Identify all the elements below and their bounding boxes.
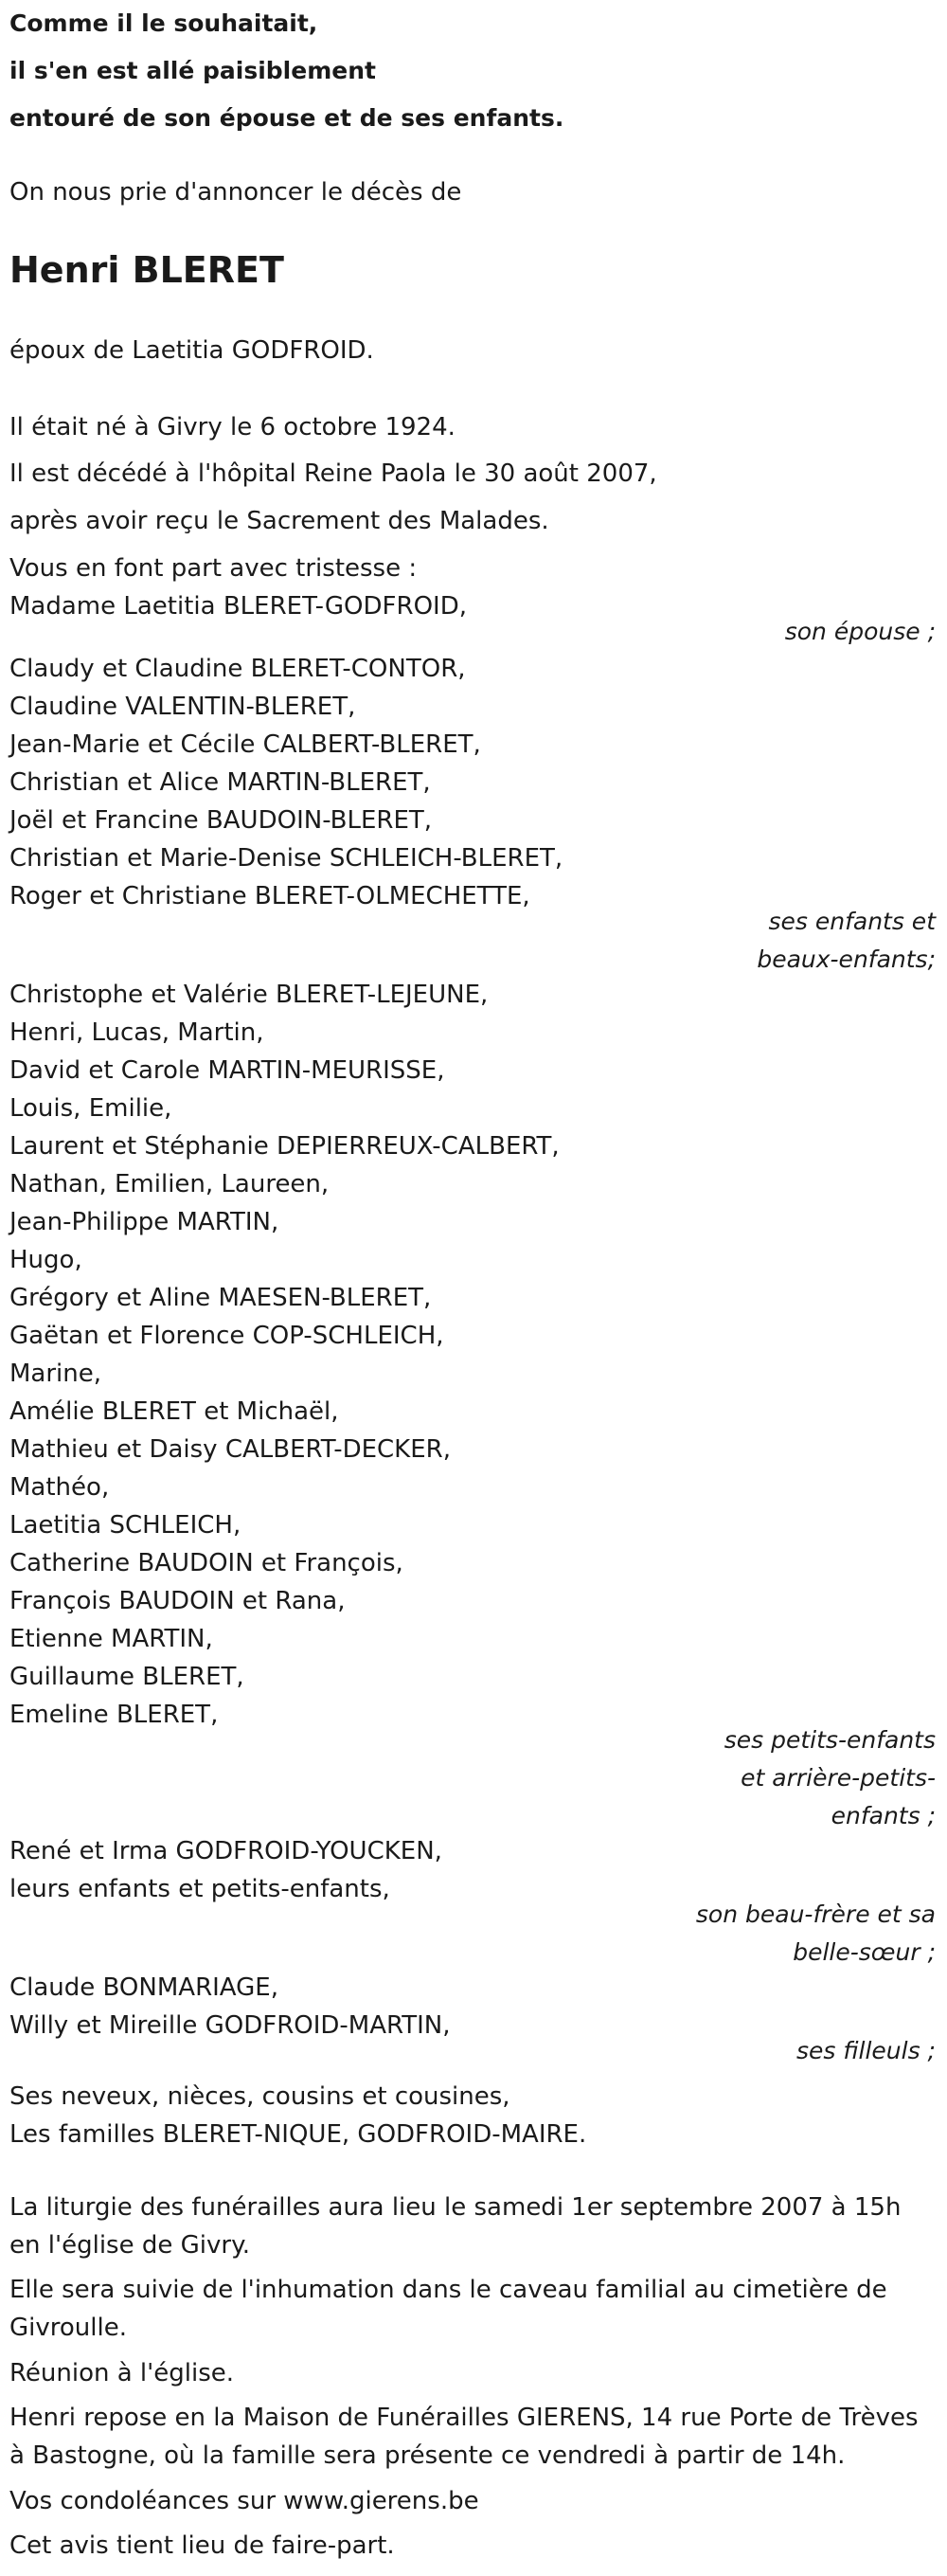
grandchild-line: Gaëtan et Florence COP-SCHLEICH, (9, 1322, 444, 1350)
grandchild-line: Hugo, (9, 1246, 82, 1274)
funeral-line: à Bastogne, où la famille sera présente ce vendredi à partir de 14h. (9, 2441, 846, 2470)
godchildren-relation: ses filleuls ; (796, 2037, 936, 2064)
wife-relation: son épouse ; (784, 618, 936, 645)
intro-line-2: il s'en est allé paisiblement (9, 57, 376, 84)
child-line: Christian et Alice MARTIN-BLERET, (9, 768, 431, 797)
grandchild-line: Mathéo, (9, 1473, 110, 1502)
grandchild-line: Jean-Philippe MARTIN, (9, 1208, 279, 1236)
child-line: Roger et Christiane BLERET-OLMECHETTE, (9, 882, 530, 910)
funeral-line: Givroulle. (9, 2314, 127, 2342)
child-line: Joël et Francine BAUDOIN-BLERET, (9, 806, 433, 835)
child-line: Claudine VALENTIN-BLERET, (9, 693, 356, 721)
grandchildren-relation-3: enfants ; (831, 1802, 936, 1829)
grandchild-line: Grégory et Aline MAESEN-BLERET, (9, 1284, 432, 1312)
relatives-line: Les familles BLERET-NIQUE, GODFROID-MAIRE. (9, 2120, 587, 2149)
children-relation-2: beaux-enfants; (757, 946, 936, 973)
child-line: Jean-Marie et Cécile CALBERT-BLERET, (9, 730, 481, 759)
grandchild-line: David et Carole MARTIN-MEURISSE, (9, 1056, 445, 1085)
child-line: Claudy et Claudine BLERET-CONTOR, (9, 655, 466, 683)
grandchild-line: Laetitia SCHLEICH, (9, 1511, 241, 1540)
grandchildren-relation-2: et arrière-petits- (741, 1764, 936, 1792)
announce-text: On nous prie d'annoncer le décès de (9, 178, 462, 207)
children-relation-1: ses enfants et (768, 908, 936, 935)
grandchild-line: Louis, Emilie, (9, 1094, 172, 1123)
birth-line: Il était né à Givry le 6 octobre 1924. (9, 413, 456, 441)
funeral-line: Réunion à l'église. (9, 2359, 235, 2387)
funeral-line: La liturgie des funérailles aura lieu le samedi 1er septembre 2007 à 15h (9, 2193, 902, 2222)
grandchild-line: Henri, Lucas, Martin, (9, 1018, 264, 1047)
funeral-line: Elle sera suivie de l'inhumation dans le caveau familial au cimetière de (9, 2276, 887, 2304)
funeral-line: en l'église de Givry. (9, 2231, 251, 2260)
grandchild-line: Mathieu et Daisy CALBERT-DECKER, (9, 1435, 451, 1464)
deceased-name: Henri BLERET (9, 249, 284, 291)
grandchild-line: Emeline BLERET, (9, 1701, 219, 1729)
grandchild-line: Nathan, Emilien, Laureen, (9, 1170, 330, 1198)
inlaw-line: René et Irma GODFROID-YOUCKEN, (9, 1837, 442, 1865)
relatives-line: Ses neveux, nièces, cousins et cousines, (9, 2082, 510, 2111)
grandchild-line: Christophe et Valérie BLERET-LEJEUNE, (9, 981, 489, 1009)
grandchild-line: Marine, (9, 1360, 102, 1388)
grandchild-line: Catherine BAUDOIN et François, (9, 1549, 403, 1577)
inlaws-relation-1: son beau-frère et sa (695, 1900, 936, 1928)
share-line: Vous en font part avec tristesse : (9, 554, 418, 583)
spouse-line: époux de Laetitia GODFROID. (9, 336, 374, 365)
closing-line: Cet avis tient lieu de faire-part. (9, 2531, 395, 2560)
condolences-line: Vos condoléances sur www.gierens.be (9, 2487, 479, 2515)
grandchild-line: Laurent et Stéphanie DEPIERREUX-CALBERT, (9, 1132, 560, 1161)
godchild-line: Willy et Mireille GODFROID-MARTIN, (9, 2011, 451, 2040)
grandchild-line: Guillaume BLERET, (9, 1663, 244, 1691)
death-line: Il est décédé à l'hôpital Reine Paola le 30 août 2007, (9, 459, 657, 488)
grandchild-line: François BAUDOIN et Rana, (9, 1587, 346, 1615)
intro-line-3: entouré de son épouse et de ses enfants. (9, 104, 564, 132)
child-line: Christian et Marie-Denise SCHLEICH-BLERET, (9, 844, 563, 873)
intro-line-1: Comme il le souhaitait, (9, 9, 318, 37)
godchild-line: Claude BONMARIAGE, (9, 1973, 278, 2002)
grandchild-line: Etienne MARTIN, (9, 1625, 213, 1653)
sacrament-line: après avoir reçu le Sacrement des Malades. (9, 507, 549, 535)
funeral-line: Henri repose en la Maison de Funérailles GIERENS, 14 rue Porte de Trèves (9, 2404, 919, 2432)
wife-name: Madame Laetitia BLERET-GODFROID, (9, 592, 467, 621)
inlaws-relation-2: belle-sœur ; (793, 1938, 936, 1966)
inlaw-line: leurs enfants et petits-enfants, (9, 1875, 390, 1903)
grandchild-line: Amélie BLERET et Michaël, (9, 1397, 339, 1426)
grandchildren-relation-1: ses petits-enfants (724, 1726, 936, 1754)
